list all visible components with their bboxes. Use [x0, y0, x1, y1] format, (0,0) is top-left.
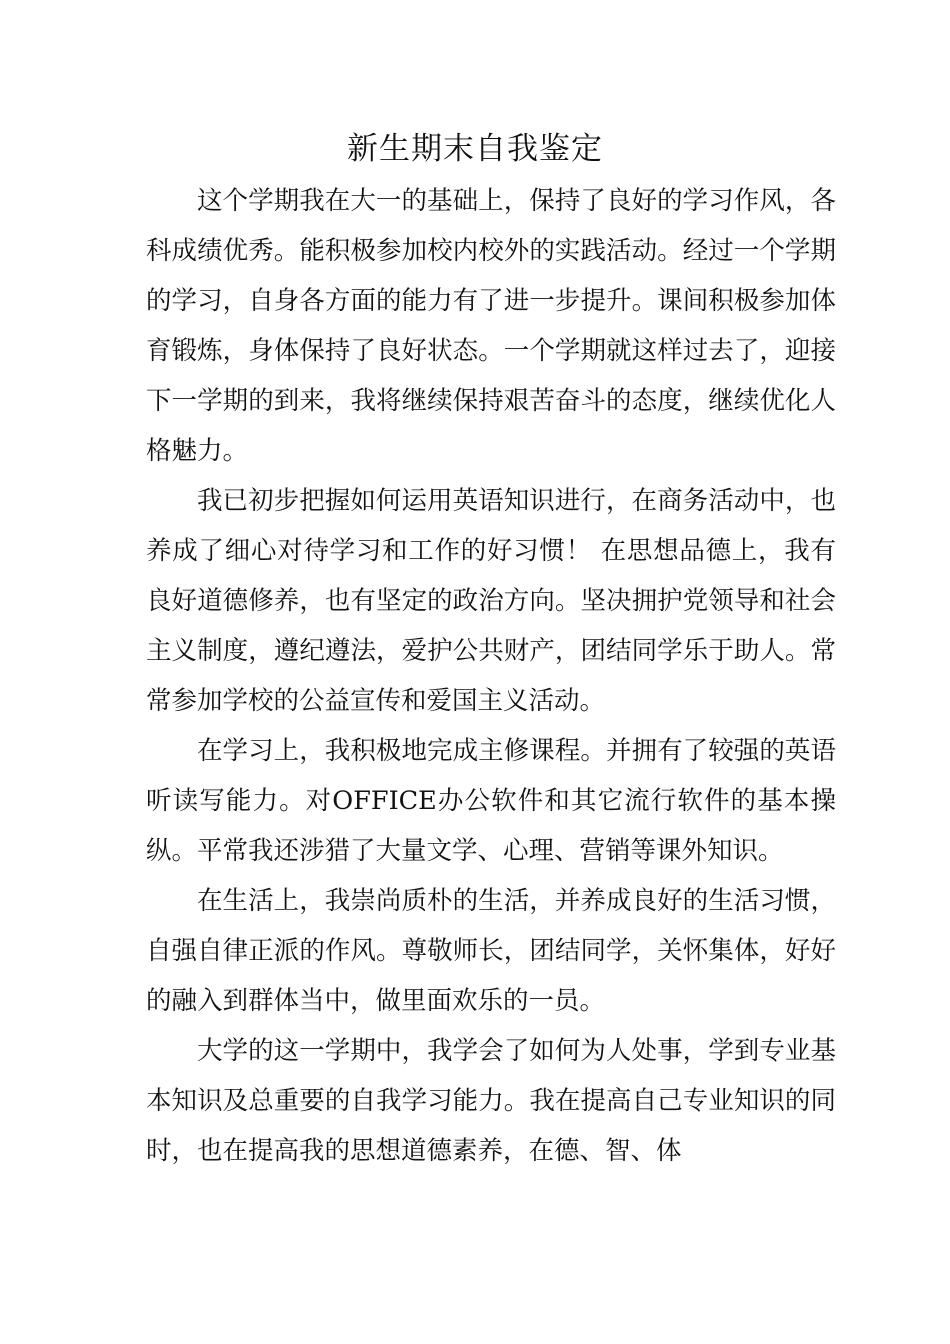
document-title: 新生期末自我鉴定 — [347, 131, 603, 167]
paragraph-morality: 我已初步把握如何运用英语知识进行，在商务活动中，也养成了细心对待学习和工作的好习惯！ 在思想品德上，我有良好道德修养，也有坚定的政治方向。坚决拥护党领导和社会主义制度，遵纪遵法，爱护公共财产，团结同学乐于助人。常常参加学校的公益宣传和爱国主义活动。 — [146, 486, 836, 716]
paragraph-summary: 这个学期我在大一的基础上，保持了良好的学习作风，各科成绩优秀。能积极参加校内校外的实践活动。经过一个学期的学习，自身各方面的能力有了进一步提升。课间积极参加体育锻炼，身体保持了良好状态。一个学期就这样过去了，迎接下一学期的到来，我将继续保持艰苦奋斗的态度，继续优化人格魅力。 — [146, 186, 836, 466]
paragraph-study: 在学习上，我积极地完成主修课程。并拥有了较强的英语听读写能力。对OFFICE办公软件和其它流行软件的基本操纵。平常我还涉猎了大量文学、心理、营销等课外知识。 — [146, 736, 836, 866]
paragraph-life: 在生活上，我崇尚质朴的生活，并养成良好的生活习惯，自强自律正派的作风。尊敬师长，团结同学，关怀集体，好好的融入到群体当中，做里面欢乐的一员。 — [146, 886, 836, 1016]
paragraph-conclusion: 大学的这一学期中，我学会了如何为人处事，学到专业基本知识及总重要的自我学习能力。我在提高自己专业知识的同时，也在提高我的思想道德素养，在德、智、体 — [146, 1036, 836, 1166]
document-body — [146, 176, 836, 1176]
